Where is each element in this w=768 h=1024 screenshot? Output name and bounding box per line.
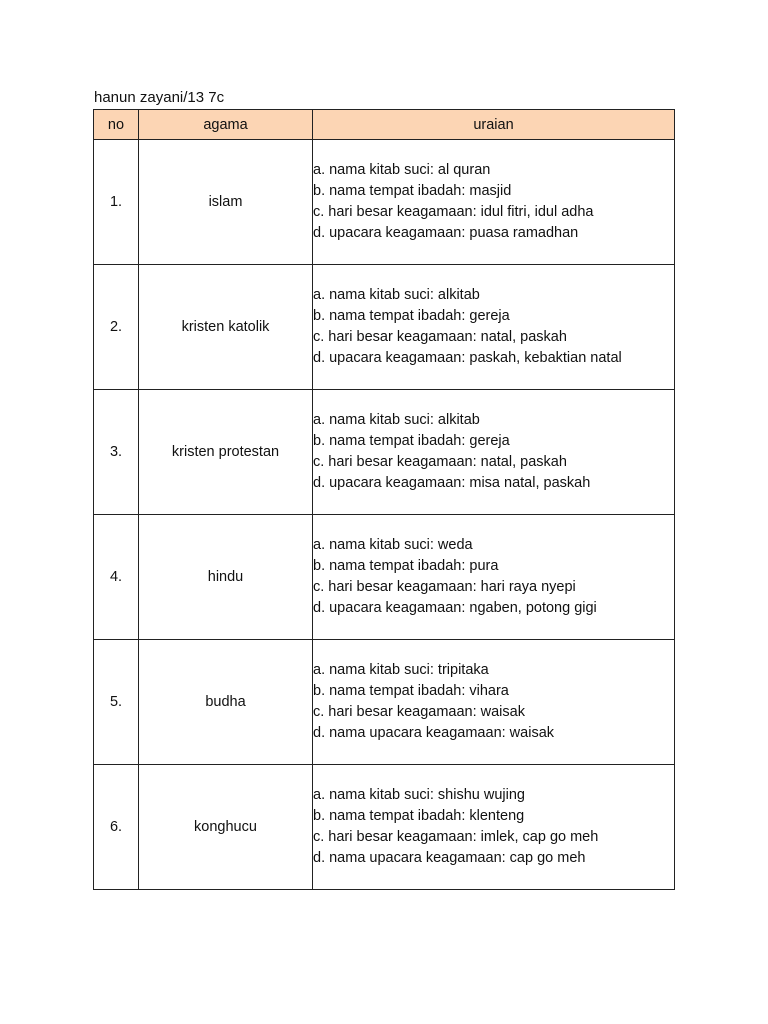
description-line: b. nama tempat ibadah: masjid xyxy=(313,183,512,199)
religion-name: kristen katolik xyxy=(139,265,313,390)
description-line: d. upacara keagamaan: puasa ramadhan xyxy=(313,225,579,241)
description-cell xyxy=(313,640,675,765)
description-line: a. nama kitab suci: shishu wujing xyxy=(313,787,525,803)
row-number: 6. xyxy=(94,765,139,890)
description-line: d. nama upacara keagamaan: cap go meh xyxy=(313,850,586,866)
religion-name: kristen protestan xyxy=(139,390,313,515)
row-number: 4. xyxy=(94,515,139,640)
description-cell xyxy=(313,390,675,515)
description-line: b. nama tempat ibadah: klenteng xyxy=(313,808,525,824)
description-line: c. hari besar keagamaan: hari raya nyepi xyxy=(313,579,576,595)
description-cell xyxy=(313,140,675,265)
row-number: 3. xyxy=(94,390,139,515)
row-number: 1. xyxy=(94,140,139,265)
description-line: a. nama kitab suci: tripitaka xyxy=(313,662,489,678)
description-line: a. nama kitab suci: alkitab xyxy=(313,412,480,428)
description-cell xyxy=(313,765,675,890)
table-row xyxy=(94,765,675,890)
table-row xyxy=(94,265,675,390)
description-line: d. nama upacara keagamaan: waisak xyxy=(313,725,555,741)
document-title: hanun zayani/13 7c xyxy=(94,89,225,106)
description-line: d. upacara keagamaan: misa natal, paskah xyxy=(313,475,591,491)
table-row xyxy=(94,390,675,515)
description-line: c. hari besar keagamaan: imlek, cap go meh xyxy=(313,829,599,845)
table-header-row xyxy=(94,110,675,140)
description-line: d. upacara keagamaan: ngaben, potong gigi xyxy=(313,600,597,616)
header-uraian: uraian xyxy=(313,110,675,140)
description-line: c. hari besar keagamaan: natal, paskah xyxy=(313,329,567,345)
description-line: a. nama kitab suci: alkitab xyxy=(313,287,480,303)
description-line: b. nama tempat ibadah: vihara xyxy=(313,683,509,699)
religion-name: konghucu xyxy=(139,765,313,890)
description-line: b. nama tempat ibadah: pura xyxy=(313,558,499,574)
row-number: 5. xyxy=(94,640,139,765)
description-line: d. upacara keagamaan: paskah, kebaktian natal xyxy=(313,350,622,366)
header-agama: agama xyxy=(139,110,313,140)
description-cell xyxy=(313,265,675,390)
description-line: b. nama tempat ibadah: gereja xyxy=(313,433,510,449)
description-line: a. nama kitab suci: weda xyxy=(313,537,473,553)
religion-name: islam xyxy=(139,140,313,265)
description-line: c. hari besar keagamaan: natal, paskah xyxy=(313,454,567,470)
religion-name: hindu xyxy=(139,515,313,640)
table-row xyxy=(94,640,675,765)
description-line: b. nama tempat ibadah: gereja xyxy=(313,308,510,324)
description-line: c. hari besar keagamaan: waisak xyxy=(313,704,525,720)
description-line: a. nama kitab suci: al quran xyxy=(313,162,491,178)
header-no: no xyxy=(94,110,139,140)
religion-table xyxy=(93,109,675,890)
description-line: c. hari besar keagamaan: idul fitri, idul adha xyxy=(313,204,594,220)
description-cell xyxy=(313,515,675,640)
religion-name: budha xyxy=(139,640,313,765)
table-row xyxy=(94,515,675,640)
table-row xyxy=(94,140,675,265)
row-number: 2. xyxy=(94,265,139,390)
